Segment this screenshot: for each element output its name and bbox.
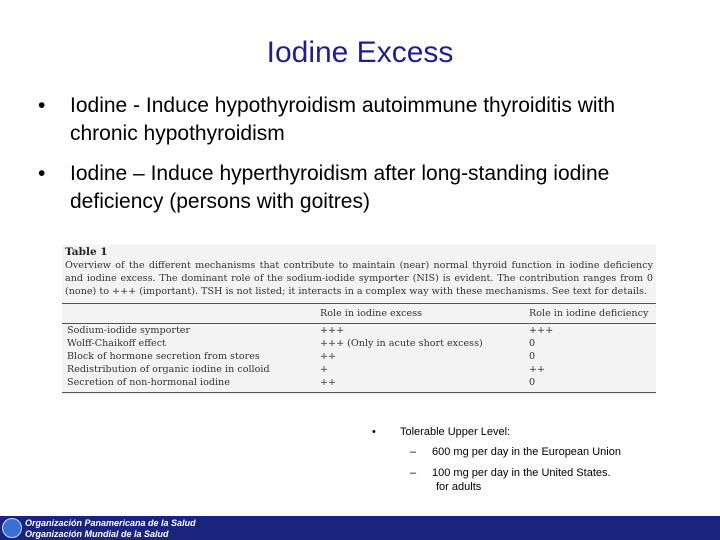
table-row [67, 325, 652, 338]
table-rule-top [62, 303, 656, 304]
table-cell: +++ [320, 325, 345, 336]
table-rule-bottom [62, 392, 656, 393]
table-cell: 0 [529, 351, 536, 362]
upper-level-label: Tolerable Upper Level: [400, 426, 511, 438]
table-cell: Wolff-Chaikoff effect [67, 338, 166, 349]
table-cell: ++ [320, 377, 337, 388]
table-cell: +++ (Only in acute short excess) [320, 338, 483, 349]
table-cell: Sodium-iodide symporter [67, 325, 191, 336]
bullet-marker: • [38, 94, 46, 117]
bullet-marker: • [38, 162, 46, 185]
footer-org-line2: Organización Mundial de la Salud [25, 529, 169, 539]
upper-level-dash: – [410, 467, 417, 479]
footer-org-line1: Organización Panamericana de la Salud [25, 518, 196, 528]
table-row [67, 338, 652, 351]
table-row [67, 351, 652, 364]
table-cell: 0 [529, 377, 536, 388]
table-row [67, 377, 652, 390]
table-row [67, 364, 652, 377]
table-cell: ++ [529, 364, 546, 375]
paho-logo-icon [2, 518, 22, 538]
bullet-text: Iodine – Induce hyperthyroidism after long-standing iodine deficiency (persons with goitres) [70, 162, 610, 213]
table-image [62, 245, 656, 395]
footer-bar [0, 516, 720, 540]
table-cell: Redistribution of organic iodine in colloid [67, 364, 270, 375]
table-rule-header [62, 323, 656, 324]
table-label: Table 1 [65, 246, 108, 258]
bullet-text: Iodine - Induce hypothyroidism autoimmune thyroiditis with chronic hypothyroidism [70, 94, 616, 145]
table-cell: 0 [529, 338, 536, 349]
table-cell: + [320, 364, 329, 375]
table-header-excess: Role in iodine excess [320, 308, 423, 319]
upper-level-us: 100 mg per day in the United States. [432, 467, 611, 479]
upper-level-marker: • [372, 426, 376, 438]
table-caption: Overview of the different mechanisms that contribute to maintain (near) normal thyroid function in iodine deficiency and iodine excess. The dominant role of the sodium-iodide symporter (NIS) is evident. The contribution ranges from 0 (none) to +++ (important). TSH is not listed; it interacts in a complex way with these mechanisms. See text for details. [65, 260, 653, 297]
table-cell: ++ [320, 351, 337, 362]
table-cell: Secretion of non-hormonal iodine [67, 377, 230, 388]
upper-level-dash: – [410, 446, 417, 458]
table-cell: +++ [529, 325, 554, 336]
upper-level-adults: for adults [436, 481, 482, 493]
upper-level-eu: 600 mg per day in the European Union [432, 446, 621, 458]
table-header-deficiency: Role in iodine deficiency [529, 308, 649, 319]
slide-title: Iodine Excess [266, 36, 454, 69]
table-cell: Block of hormone secretion from stores [67, 351, 260, 362]
